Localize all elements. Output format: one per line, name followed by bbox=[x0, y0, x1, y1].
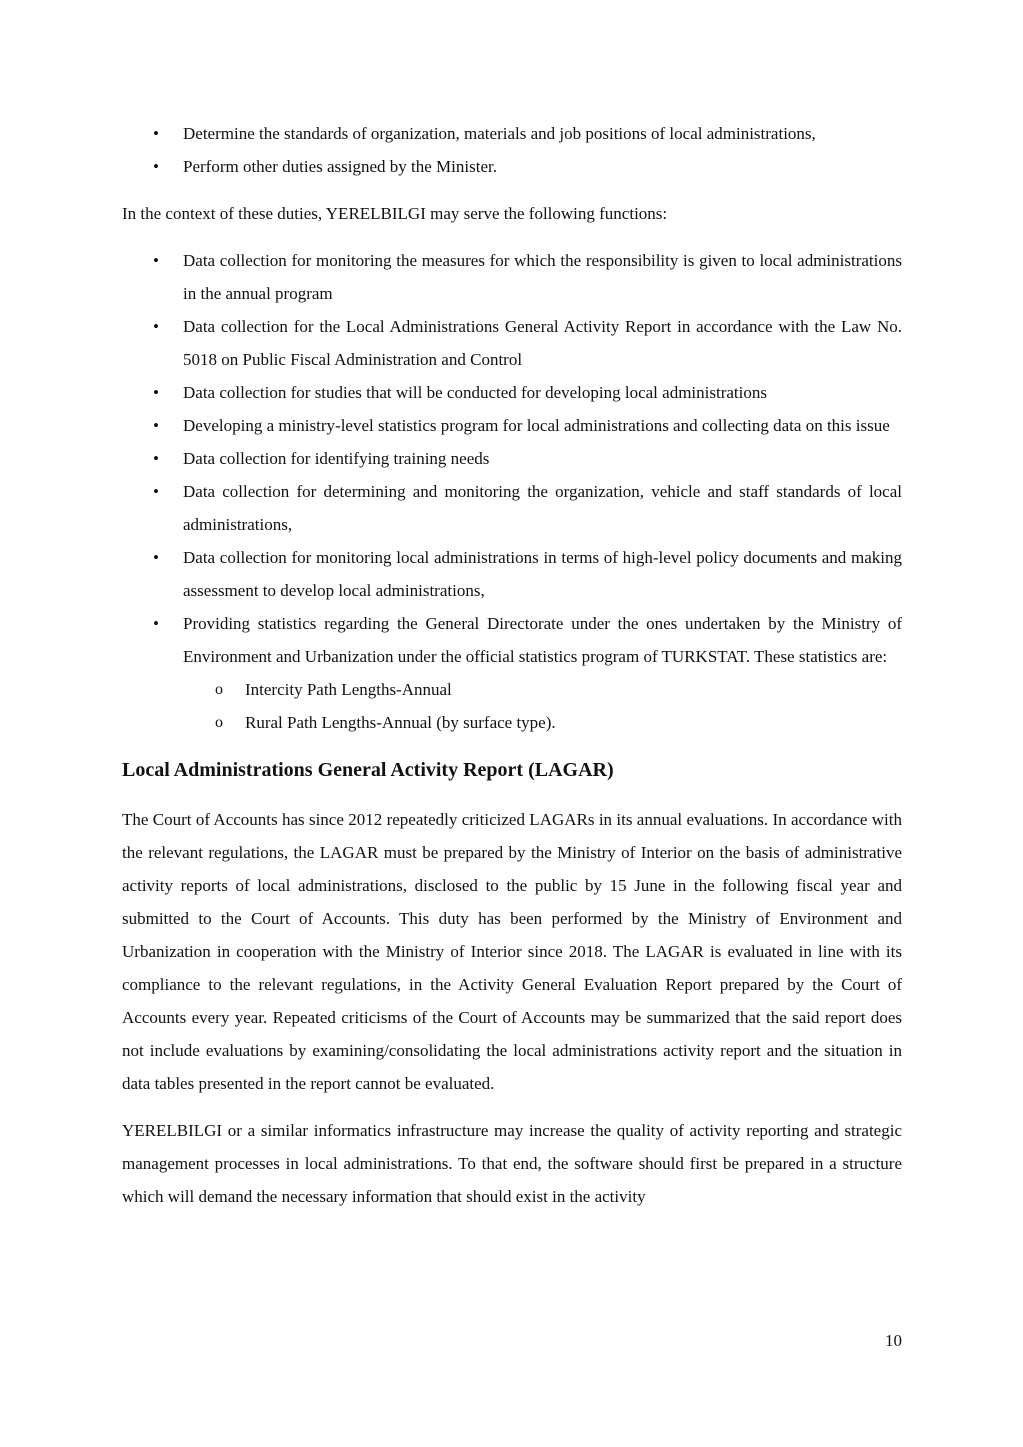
body-paragraph: The Court of Accounts has since 2012 repeatedly criticized LAGARs in its annual evaluations. In accordance with the relevant regulations, the LAGAR must be prepared by the Ministry of Interior on the basis of administrative activity reports of local administrations, disclosed to the public by 15 June in the following fiscal year and submitted to the Court of Accounts. This duty has been performed by the Ministry of Environment and Urbanization in cooperation with the Ministry of Interior since 2018. The LAGAR is evaluated in line with its compliance to the relevant regulations, in the Activity General Evaluation Report prepared by the Court of Accounts every year. Repeated criticisms of the Court of Accounts may be summarized that the said report does not include evaluations by examining/consolidating the local administrations activity report and the situation in data tables presented in the report cannot be evaluated. bbox=[122, 810, 902, 1093]
list-item: • Data collection for identifying training needs bbox=[122, 442, 902, 475]
list-item: • Data collection for determining and monitoring the organization, vehicle and staff standards of local administrations, bbox=[122, 475, 902, 541]
list-item: • Providing statistics regarding the General Directorate under the ones undertaken by the Ministry of Environment and Urbanization under the official statistics program of TURKSTAT. These statistics are: bbox=[122, 607, 902, 673]
list-item: • Data collection for monitoring local administrations in terms of high-level policy documents and making assessment to develop local administrations, bbox=[122, 541, 902, 607]
intro-paragraph: In the context of these duties, YERELBILGI may serve the following functions: bbox=[122, 204, 668, 223]
sub-list-item: o Rural Path Lengths-Annual (by surface type). bbox=[122, 706, 902, 739]
list-item: • Developing a ministry-level statistics program for local administrations and collecting data on this issue bbox=[122, 409, 902, 442]
sub-list-item: o Intercity Path Lengths-Annual bbox=[122, 673, 902, 706]
functions-list bbox=[122, 244, 902, 673]
list-item: • Data collection for studies that will be conducted for developing local administrations bbox=[122, 376, 902, 409]
duties-list bbox=[122, 117, 902, 183]
body-paragraph: YERELBILGI or a similar informatics infrastructure may increase the quality of activity reporting and strategic management processes in local administrations. To that end, the software should first be prepared in a structure which will demand the necessary information that should exist in the activity bbox=[122, 1121, 902, 1206]
list-item: • Determine the standards of organization, materials and job positions of local administrations, bbox=[122, 117, 902, 150]
page-content bbox=[122, 117, 902, 1213]
list-item: • Perform other duties assigned by the Minister. bbox=[122, 150, 902, 183]
list-item: • Data collection for the Local Administrations General Activity Report in accordance with the Law No. 5018 on Public Fiscal Administration and Control bbox=[122, 310, 902, 376]
page-number: 10 bbox=[885, 1331, 902, 1350]
section-heading: Local Administrations General Activity Report (LAGAR) bbox=[122, 759, 614, 781]
list-item: • Data collection for monitoring the measures for which the responsibility is given to local administrations in the annual program bbox=[122, 244, 902, 310]
statistics-list bbox=[122, 673, 902, 739]
